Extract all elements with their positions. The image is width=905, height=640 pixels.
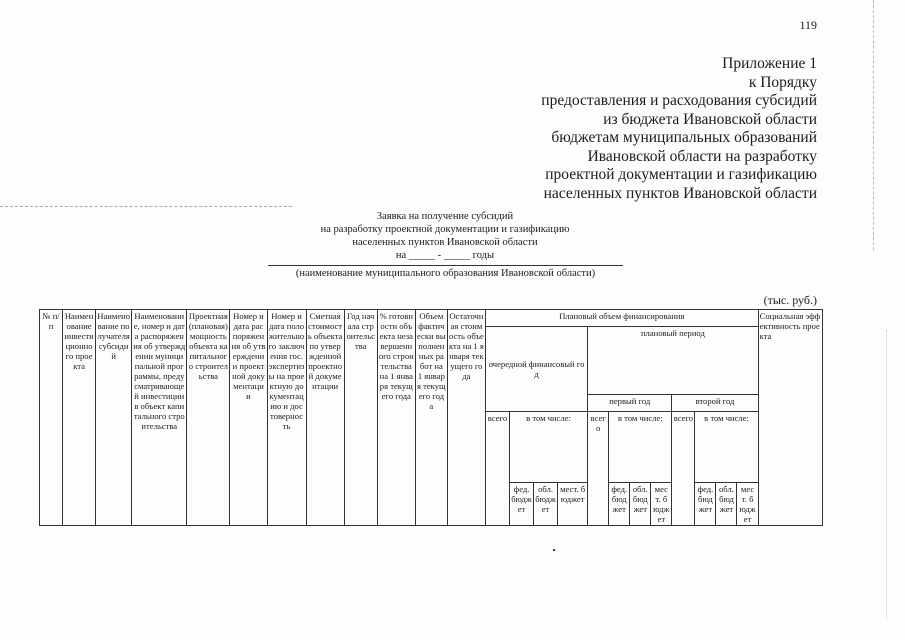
current-year-header: очередной финансовый год bbox=[485, 327, 587, 412]
col-estimated-cost: Сметная стоимость объекта по утвержденной проектной документации bbox=[306, 310, 344, 526]
first-federal: фед. бюджет bbox=[609, 483, 630, 526]
request-title-line: на разработку проектной документации и газификацию bbox=[320, 224, 570, 235]
second-year-header: второй год bbox=[672, 394, 758, 411]
col-program-decree: Наименование, номер и дата распоряжения об утверждении муниципальной программы, предусматривающей инвестиции в объект капитального строительства bbox=[132, 310, 187, 526]
second-total: всего bbox=[672, 411, 695, 526]
col-readiness: % готовности объекта незавершенного строительства на 1 января текущего года bbox=[377, 310, 415, 526]
plan-period-header: плановый период bbox=[588, 327, 759, 395]
financing-header: Плановый объем финансирования bbox=[485, 310, 758, 327]
col-start-year: Год начала строительства bbox=[344, 310, 377, 526]
current-regional: обл. бюджет bbox=[534, 483, 558, 526]
col-number: № п/п bbox=[40, 310, 63, 526]
request-period-line: на _____ - _____ годы bbox=[395, 250, 495, 261]
col-design-approval: Номер и дата распоряжения об утверждении проектной документации bbox=[230, 310, 267, 526]
current-including: в том числе: bbox=[510, 411, 588, 483]
first-year-header: первый год bbox=[588, 394, 672, 411]
municipality-underline bbox=[268, 265, 623, 266]
appendix-line: населенных пунктов Ивановской области bbox=[543, 184, 817, 202]
appendix-line: Приложение 1 bbox=[722, 55, 817, 72]
appendix-line: бюджетам муниципальных образований bbox=[551, 129, 817, 146]
first-local: мест. бюджет bbox=[651, 483, 672, 526]
request-title bbox=[280, 210, 610, 262]
scan-artifact-line bbox=[0, 206, 292, 207]
col-project-name: Наименование инвестиционного проекта bbox=[63, 310, 96, 526]
appendix-line: проектной документации и газификацию bbox=[545, 166, 817, 183]
request-table bbox=[39, 309, 823, 526]
second-including: в том числе: bbox=[695, 411, 758, 483]
scan-artifact-edge bbox=[873, 0, 874, 250]
request-title-line: Заявка на получение субсидий bbox=[376, 211, 514, 222]
appendix-line: из бюджета Ивановской области bbox=[603, 110, 817, 128]
appendix-heading bbox=[457, 55, 817, 203]
units-label: (тыс. руб.) bbox=[763, 293, 817, 307]
appendix-line: Ивановской области на разработку bbox=[587, 147, 817, 165]
first-regional: обл. бюджет bbox=[630, 483, 651, 526]
col-work-volume: Объем фактически выполненных работ на 1 января текущего года bbox=[415, 310, 447, 526]
current-federal: фед. бюджет bbox=[510, 483, 534, 526]
col-recipient: Наименование получателя субсидий bbox=[96, 310, 132, 526]
appendix-line: к Порядку bbox=[748, 73, 817, 91]
second-regional: обл. бюджет bbox=[716, 483, 737, 526]
municipality-caption: (наименование муниципального образования Ивановской области) bbox=[295, 268, 596, 279]
request-title-line: населенных пунктов Ивановской области bbox=[352, 237, 538, 248]
second-federal: фед. бюджет bbox=[695, 483, 716, 526]
col-residual-cost: Остаточная стоимость объекта на 1 января текущего года bbox=[447, 310, 485, 526]
col-social-efficiency: Социальная эффективность проекта bbox=[758, 310, 822, 526]
current-local: мест. бюджет bbox=[558, 483, 588, 526]
page-number: 119 bbox=[799, 18, 817, 32]
col-capacity: Проектная (плановая) мощность объекта капитального строительства bbox=[187, 310, 230, 526]
first-total: всего bbox=[588, 411, 609, 526]
col-expertise: Номер и дата положительного заключения гос. экспертизы на проектную документацию и достоверность bbox=[267, 310, 306, 526]
first-including: в том числе: bbox=[609, 411, 672, 483]
scan-dot bbox=[553, 549, 555, 551]
second-local: мест. бюджет bbox=[737, 483, 758, 526]
scan-artifact-edge bbox=[886, 330, 887, 620]
appendix-line: предоставления и расходования субсидий bbox=[541, 92, 817, 109]
current-total: всего bbox=[485, 411, 509, 526]
